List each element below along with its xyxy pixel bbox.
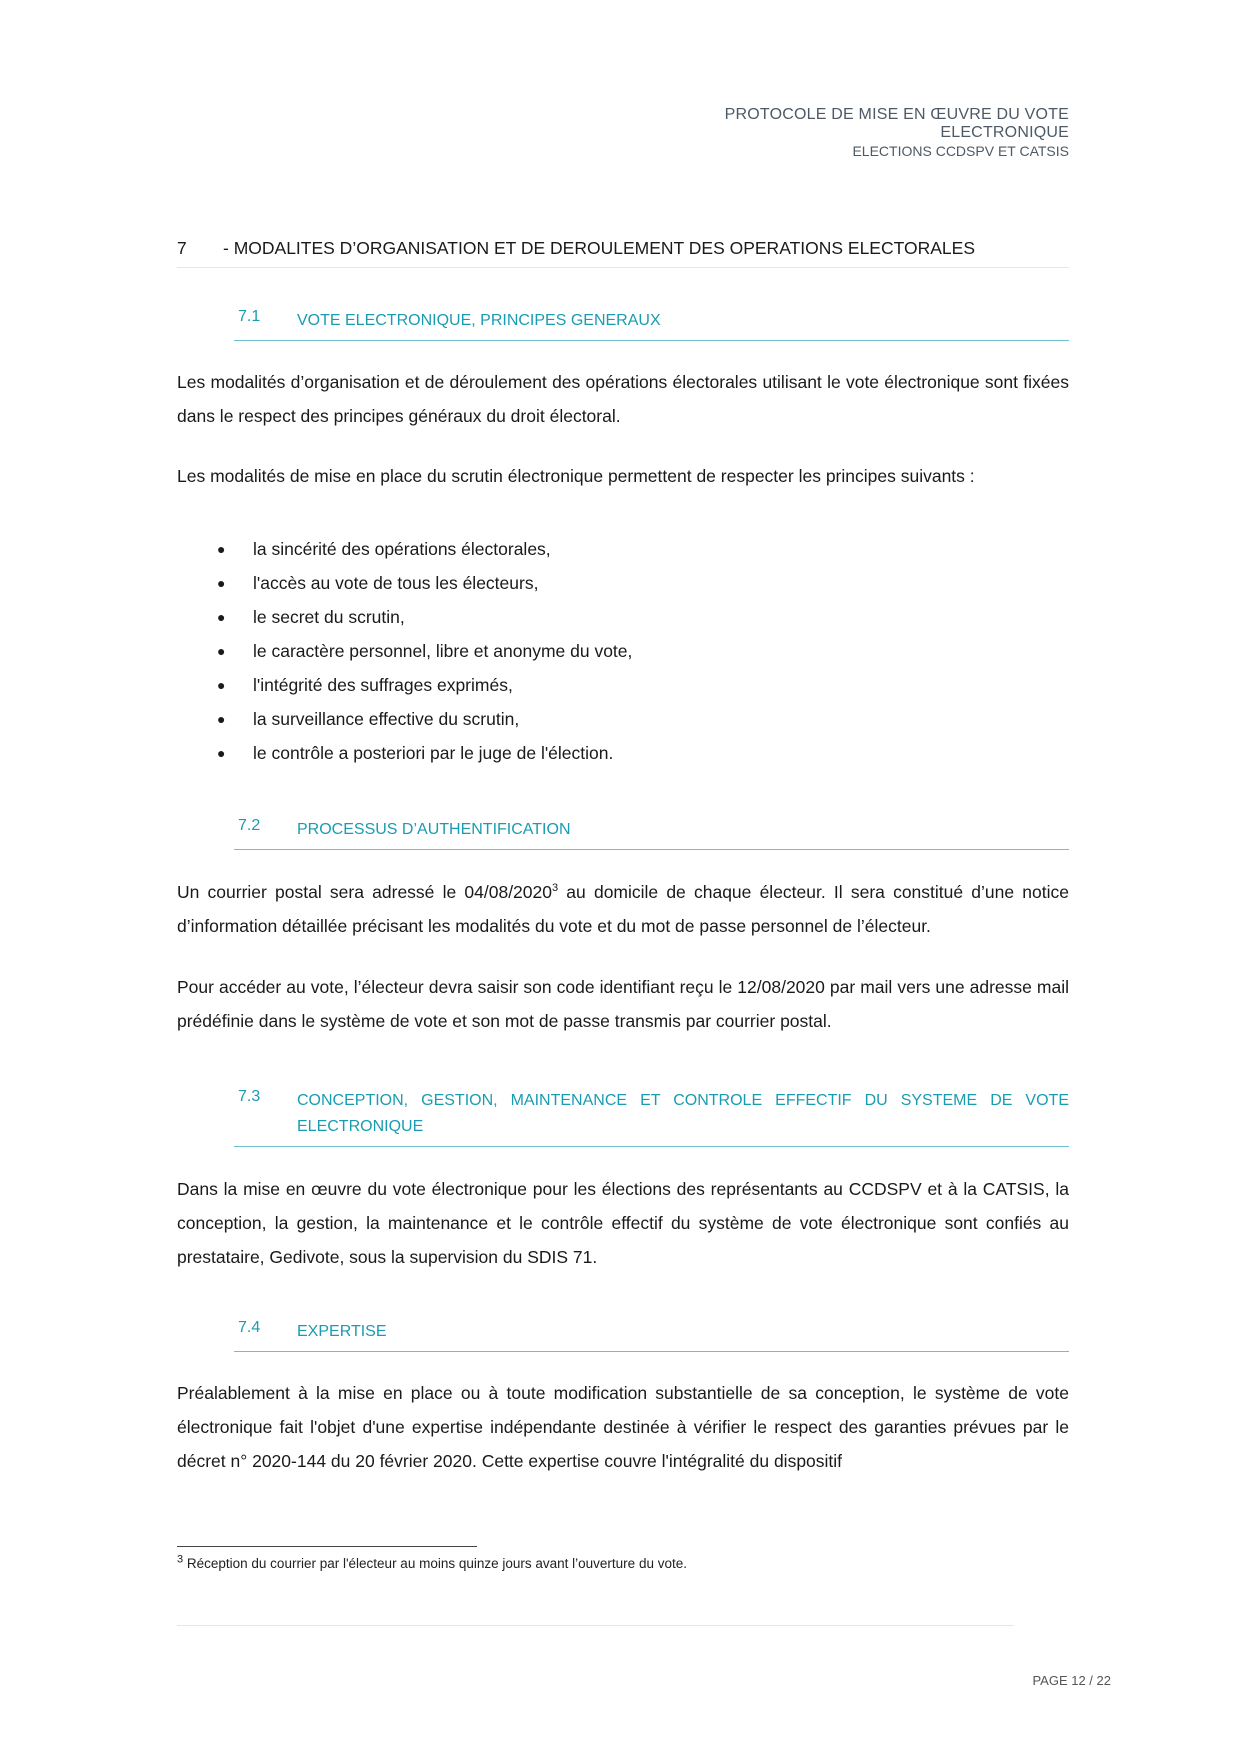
paragraph-7-2-a xyxy=(177,875,1069,943)
subsection-title: VOTE ELECTRONIQUE, PRINCIPES GENERAUX xyxy=(297,312,661,329)
footnote xyxy=(177,1553,687,1571)
paragraph-text: au domicile de chaque électeur. Il sera constitué d’une notice d’information détaillée précisant les modalités du vote et du mot de passe personnel de l’électeur. xyxy=(177,882,1069,936)
footer-divider xyxy=(177,1625,1014,1626)
bullet-icon: ● xyxy=(217,745,226,761)
paragraph-7-2-b: Pour accéder au vote, l’électeur devra saisir son code identifiant reçu le 12/08/2020 par mail vers une adresse mail prédéfinie dans le système de vote et son mot de passe transmis par courrier postal. xyxy=(177,977,1069,1031)
header-title-line-1: PROTOCOLE DE MISE EN ŒUVRE DU VOTE xyxy=(724,106,1069,123)
list-item-text: l'accès au vote de tous les électeurs, xyxy=(253,573,539,593)
bullet-icon: ● xyxy=(217,643,226,659)
subsection-title-line-1: CONCEPTION, GESTION, MAINTENANCE ET CONTROLE EFFECTIF DU SYSTEME DE VOTE xyxy=(297,1092,1069,1109)
paragraph-7-4-a: Préalablement à la mise en place ou à toute modification substantielle de sa conception, le système de vote électronique fait l'objet d'une expertise indépendante destinée à vérifier le respect des garanties prévues par le décret n° 2020-144 du 20 février 2020. Cette expertise couvre l'intégralité du dispositif xyxy=(177,1383,1069,1471)
list-item xyxy=(177,566,632,600)
subsection-title: EXPERTISE xyxy=(297,1323,387,1340)
bullet-icon: ● xyxy=(217,575,226,591)
section-number: 7 xyxy=(177,238,187,258)
bullet-icon: ● xyxy=(217,677,226,693)
list-item-text: l'intégrité des suffrages exprimés, xyxy=(253,675,513,695)
list-item xyxy=(177,736,632,770)
header-subtitle: ELECTIONS CCDSPV ET CATSIS xyxy=(852,143,1069,159)
list-item xyxy=(177,532,632,566)
subsection-7-2-heading xyxy=(234,817,1069,850)
section-7-heading xyxy=(177,238,1069,268)
list-item-text: le contrôle a posteriori par le juge de l'élection. xyxy=(253,743,614,763)
subsection-7-1-heading xyxy=(234,308,1069,341)
bullet-icon: ● xyxy=(217,609,226,625)
paragraph-7-1-a: Les modalités d’organisation et de déroulement des opérations électorales utilisant le vote électronique sont fixées dans le respect des principes généraux du droit électoral. xyxy=(177,372,1069,426)
footnote-mark: 3 xyxy=(177,1553,184,1566)
subsection-number: 7.3 xyxy=(238,1088,261,1105)
header-title-line-2: ELECTRONIQUE xyxy=(940,124,1069,141)
subsection-title-line-2: ELECTRONIQUE xyxy=(297,1118,424,1135)
subsection-7-4-heading xyxy=(234,1319,1069,1352)
list-item xyxy=(177,668,632,702)
footnote-reference: 3 xyxy=(552,882,559,895)
list-item xyxy=(177,600,632,634)
footnote-separator xyxy=(177,1546,477,1547)
list-item xyxy=(177,702,632,736)
principles-list xyxy=(177,532,632,770)
paragraph-7-3-a: Dans la mise en œuvre du vote électronique pour les élections des représentants au CCDSPV et à la CATSIS, la conception, la gestion, la maintenance et le contrôle effectif du système de vote électronique sont confiés au prestataire, Gedivote, sous la supervision du SDIS 71. xyxy=(177,1179,1069,1267)
subsection-number: 7.1 xyxy=(238,308,261,325)
bullet-icon: ● xyxy=(217,711,226,727)
footnote-text: Réception du courrier par l'électeur au moins quinze jours avant l’ouverture du vote. xyxy=(183,1556,687,1571)
paragraph-text: Un courrier postal sera adressé le 04/08/2020 xyxy=(177,882,552,902)
list-item-text: la sincérité des opérations électorales, xyxy=(253,539,551,559)
document-header xyxy=(725,106,1069,160)
list-item xyxy=(177,634,632,668)
section-title: - MODALITES D’ORGANISATION ET DE DEROULEMENT DES OPERATIONS ELECTORALES xyxy=(223,238,975,258)
page-number: PAGE 12 / 22 xyxy=(1032,1673,1111,1688)
subsection-title: PROCESSUS D’AUTHENTIFICATION xyxy=(297,821,571,838)
subsection-number: 7.2 xyxy=(238,817,261,834)
bullet-icon: ● xyxy=(217,541,226,557)
list-item-text: la surveillance effective du scrutin, xyxy=(253,709,520,729)
paragraph-7-1-b: Les modalités de mise en place du scrutin électronique permettent de respecter les principes suivants : xyxy=(177,466,975,486)
subsection-number: 7.4 xyxy=(238,1319,261,1336)
subsection-title xyxy=(297,1088,1069,1140)
list-item-text: le secret du scrutin, xyxy=(253,607,405,627)
list-item-text: le caractère personnel, libre et anonyme du vote, xyxy=(253,641,633,661)
subsection-7-3-heading xyxy=(234,1088,1069,1147)
